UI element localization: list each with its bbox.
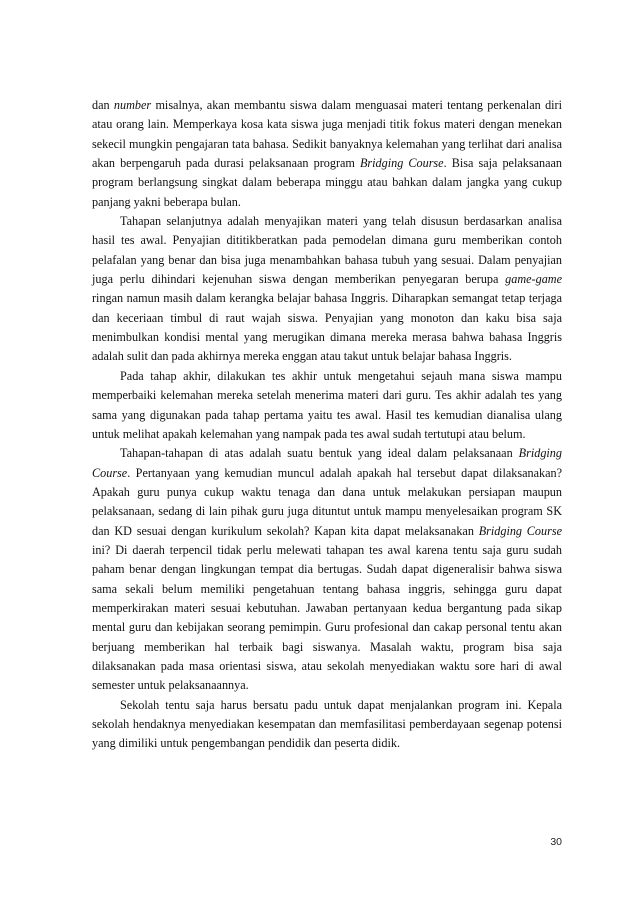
p2-text-c: ringan namun masih dalam kerangka belajar bahasa Inggris. Diharapkan semangat tetap terjaga dan keceriaan timbul di raut wajah siswa. Penyajian yang monoton dan kaku bisa saja menimbulkan kondisi mental yang merugikan dimana mereka merasa bahwa bahasa Inggris adalah sulit dan pada akhirnya mereka enggan atau takut untuk belajar bahasa Inggris.	[92, 291, 562, 364]
p4-text-c: . Pertanyaan yang kemudian muncul adalah apakah hal tersebut dapat dilaksanakan? Apakah guru punya cukup waktu tenaga dan dana untuk melakukan persiapan maupun pelaksanaan, sedang di lain pihak guru juga dituntut untuk mampu menyelesaikan program SK dan KD sesuai dengan kurikulum sekolah? Kapan kita dapat melaksanakan	[92, 465, 562, 538]
p4-italic-bridging-course-1: Bridging Course	[92, 446, 562, 480]
paragraph-4	[92, 444, 562, 695]
p1-italic-number: number	[113, 98, 152, 112]
p4-text-e: ini? Di daerah terpencil tidak perlu melewati tahapan tes awal karena tentu saja guru sudah paham benar dengan lingkungan tempat dia bertugas. Sudah dapat digeneralisir bahwa siswa sama sekali belum memiliki pengetahuan tentang bahasa inggris, sehingga guru dapat memperkirakan materi sesuai kebutuhan. Jawaban pertanyaan kedua bergantung pada sikap mental guru dan kebijakan seorang pemimpin. Guru profesional dan cakap personal tentu akan berjuang memberikan hal terbaik bagi siswanya. Masalah waktu, program bisa saja dilaksanakan pada masa orientasi siswa, atau sekolah menyediakan waktu sore hari di awal semester untuk pelaksanaannya.	[92, 542, 562, 693]
paragraph-2	[92, 212, 562, 367]
paragraph-3: Pada tahap akhir, dilakukan tes akhir untuk mengetahui sejauh mana siswa mampu memperbaiki kelemahan mereka setelah menerima materi dari guru. Tes akhir adalah tes yang sama yang digunakan pada tahap pertama yaitu tes awal. Hasil tes kemudian dianalisa ulang untuk melihat apakah kelemahan yang nampak pada tes awal sudah tertutupi atau belum.	[92, 368, 562, 441]
paragraph-5: Sekolah tentu saja harus bersatu padu untuk dapat menjalankan program ini. Kepala sekolah hendaknya menyediakan kesempatan dan memfasilitasi pemberdayaan segenap potensi yang dimiliki untuk pengembangan pendidik dan peserta didik.	[92, 697, 562, 751]
p1-italic-bridging-course: Bridging Course	[359, 156, 444, 171]
p2-text-a: Tahapan selanjutnya adalah menyajikan materi yang telah disusun berdasarkan analisa hasil tes awal. Penyajian dititikberatkan pada pemodelan dimana guru memberikan contoh pelafalan yang benar dan bisa juga menambahkan bahasa tubuh yang sesuai. Dalam penyajian juga perlu dihindari kejenuhan siswa dengan memberikan penyegaran berupa	[92, 214, 562, 287]
p4-text-a: Tahapan-tahapan di atas adalah suatu bentuk yang ideal dalam pelaksanaan	[120, 446, 519, 461]
paragraph-1	[92, 96, 562, 212]
p1-text-a: dan	[92, 98, 114, 112]
p2-italic-game-game: game-game	[505, 272, 562, 287]
p1-text-c: misalnya, akan membantu siswa dalam menguasai materi tentang perkenalan diri atau orang lain. Memperkaya kosa kata siswa juga menjadi titik fokus materi dengan menekan sekecil mungkin pengajaran tata bahasa. Sedikit banyaknya kelemahan yang terlihat dari analisa akan berpengaruh pada durasi pelaksanaan program	[92, 98, 562, 171]
p1-text-e: . Bisa saja pelaksanaan program berlangsung singkat dalam beberapa minggu atau bahkan dalam jangka yang cukup panjang yakni beberapa bulan.	[92, 156, 563, 209]
document-body	[92, 96, 562, 754]
page-number: 30	[550, 836, 562, 848]
p4-italic-bridging-course-2: Bridging Course	[478, 523, 562, 538]
